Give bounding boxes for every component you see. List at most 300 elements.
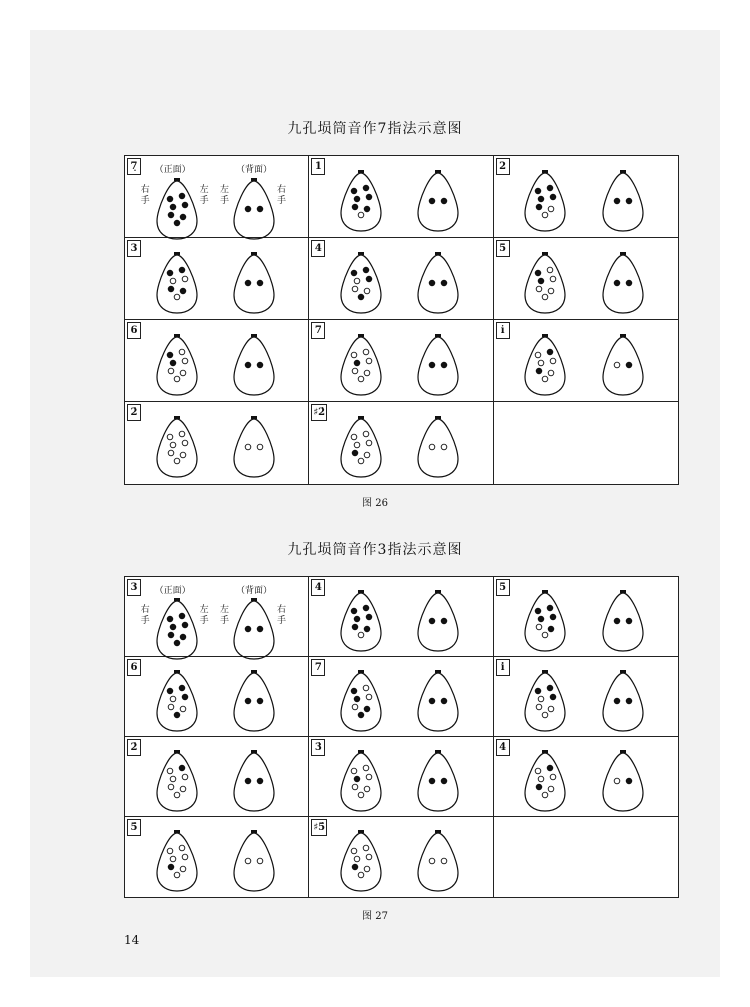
note-label: 4 [311,579,325,596]
ocarina-body-outline [157,601,197,659]
open-hole-icon [182,358,188,364]
ocarina-front-diagram [339,829,383,893]
open-hole-icon [364,786,370,792]
right-hand-label-back: 右手 [277,185,287,206]
open-hole-icon [363,765,369,771]
open-hole-icon [550,358,556,364]
fingering-cell [494,238,678,320]
ocarina-mouthpiece [251,178,257,181]
ocarina-mouthpiece [435,830,441,833]
open-hole-icon [351,768,357,774]
note-label: 2̇ [127,404,141,421]
closed-hole-icon [168,864,174,870]
ocarina-mouthpiece [435,252,441,255]
open-hole-icon [170,442,176,448]
closed-hole-icon [364,206,370,212]
open-hole-icon [168,450,174,456]
closed-hole-icon [547,765,553,771]
open-hole-icon [548,206,554,212]
closed-hole-icon [430,698,436,704]
note-label: i̇ [496,322,510,339]
note-label: 5 [496,240,510,257]
fingering-cell [125,577,309,657]
open-hole-icon [168,704,174,710]
closed-hole-icon [179,267,185,273]
ocarina-mouthpiece [435,750,441,753]
ocarina-mouthpiece [542,170,548,173]
closed-hole-icon [167,688,173,694]
ocarina-front-diagram [523,669,567,733]
ocarina-back-diagram [416,749,460,813]
closed-hole-icon [626,618,632,624]
ocarina-back-diagram [601,251,645,315]
open-hole-icon [536,286,542,292]
ocarina-mouthpiece [620,252,626,255]
open-hole-icon [182,276,188,282]
closed-hole-icon [535,188,541,194]
open-hole-icon [363,685,369,691]
note-label: 2̇ [127,739,141,756]
ocarina-body-outline [234,601,274,659]
closed-hole-icon [538,196,544,202]
open-hole-icon [180,866,186,872]
closed-hole-icon [257,698,263,704]
open-hole-icon [542,294,548,300]
closed-hole-icon [257,626,263,632]
open-hole-icon [366,358,372,364]
ocarina-back-diagram [232,177,276,241]
closed-hole-icon [548,626,554,632]
ocarina-back-diagram [416,169,460,233]
note-label: 5 [496,579,510,596]
open-hole-icon [538,360,544,366]
closed-hole-icon [614,198,620,204]
ocarina-back-diagram [416,669,460,733]
open-hole-icon [442,858,448,864]
open-hole-icon [245,444,251,450]
open-hole-icon [550,276,556,282]
closed-hole-icon [245,778,251,784]
ocarina-front-diagram [339,333,383,397]
ocarina-mouthpiece [174,670,180,673]
fingering-cell [494,577,678,657]
closed-hole-icon [351,688,357,694]
ocarina-body-outline [418,173,458,231]
ocarina-mouthpiece [251,334,257,337]
closed-hole-icon [352,204,358,210]
closed-hole-icon [538,616,544,622]
ocarina-body-outline [525,255,565,313]
closed-hole-icon [626,698,632,704]
ocarina-body-outline [418,753,458,811]
ocarina-back-diagram [601,669,645,733]
right-hand-label-back: 右手 [277,605,287,626]
fingering-cell [125,737,309,817]
note-label: 2 [496,158,510,175]
ocarina-body-outline [341,593,381,651]
closed-hole-icon [174,640,180,646]
closed-hole-icon [354,776,360,782]
closed-hole-icon [257,362,263,368]
open-hole-icon [354,442,360,448]
closed-hole-icon [442,698,448,704]
ocarina-mouthpiece [620,670,626,673]
fingering-cell [125,156,309,238]
open-hole-icon [442,444,448,450]
open-hole-icon [352,784,358,790]
ocarina-body-outline [603,173,643,231]
note-label: 4̇ [496,739,510,756]
closed-hole-icon [364,626,370,632]
closed-hole-icon [547,349,553,355]
open-hole-icon [352,286,358,292]
open-hole-icon [257,858,263,864]
ocarina-back-diagram [416,589,460,653]
ocarina-mouthpiece [435,590,441,593]
open-hole-icon [174,872,180,878]
closed-hole-icon [366,614,372,620]
closed-hole-icon [168,212,174,218]
fingering-cell [309,320,493,402]
open-hole-icon [351,352,357,358]
fingering-cell [309,156,493,238]
closed-hole-icon [547,605,553,611]
closed-hole-icon [430,618,436,624]
ocarina-front-diagram [339,589,383,653]
closed-hole-icon [170,624,176,630]
open-hole-icon [167,434,173,440]
ocarina-body-outline [525,753,565,811]
open-hole-icon [179,431,185,437]
ocarina-body-outline [418,255,458,313]
fingering-cell [494,817,678,897]
ocarina-back-diagram [232,669,276,733]
open-hole-icon [542,712,548,718]
closed-hole-icon [167,270,173,276]
ocarina-front-diagram [155,333,199,397]
ocarina-body-outline [341,419,381,477]
closed-hole-icon [245,362,251,368]
ocarina-front-diagram [523,169,567,233]
open-hole-icon [168,784,174,790]
note-label: 5̇ [127,819,141,836]
closed-hole-icon [550,194,556,200]
fingering-cell [309,817,493,897]
open-hole-icon [536,704,542,710]
open-hole-icon [430,858,436,864]
closed-hole-icon [547,185,553,191]
open-hole-icon [358,376,364,382]
ocarina-back-diagram [232,597,276,661]
ocarina-body-outline [341,833,381,891]
closed-hole-icon [442,362,448,368]
ocarina-front-diagram [339,169,383,233]
left-hand-label-back: 左手 [220,185,230,206]
closed-hole-icon [363,185,369,191]
ocarina-mouthpiece [358,670,364,673]
ocarina-front-diagram [155,597,199,661]
open-hole-icon [352,368,358,374]
ocarina-mouthpiece [358,590,364,593]
ocarina-back-diagram [232,829,276,893]
right-hand-label: 右手 [140,605,150,626]
closed-hole-icon [179,193,185,199]
open-hole-icon [363,845,369,851]
ocarina-front-diagram [339,749,383,813]
open-hole-icon [179,349,185,355]
figure-26-caption: 图 26 [362,498,388,509]
closed-hole-icon [168,632,174,638]
ocarina-front-diagram [523,589,567,653]
ocarina-back-diagram [416,415,460,479]
open-hole-icon [363,431,369,437]
note-label: 3̇ [311,739,325,756]
figure-27-caption: 图 27 [362,911,388,922]
ocarina-back-diagram [601,749,645,813]
closed-hole-icon [614,698,620,704]
closed-hole-icon [257,778,263,784]
open-hole-icon [550,774,556,780]
ocarina-body-outline [525,337,565,395]
ocarina-mouthpiece [251,252,257,255]
note-label: 7̣ [127,158,141,175]
closed-hole-icon [180,214,186,220]
note-label: ♯5̇ [311,819,327,836]
open-hole-icon [167,848,173,854]
ocarina-body-outline [341,173,381,231]
ocarina-body-outline [418,337,458,395]
ocarina-mouthpiece [435,670,441,673]
note-label: 1 [311,158,325,175]
left-hand-label-back: 左手 [220,605,230,626]
closed-hole-icon [354,696,360,702]
left-hand-label: 左手 [199,185,209,206]
closed-hole-icon [442,280,448,286]
ocarina-body-outline [603,593,643,651]
open-hole-icon [174,458,180,464]
ocarina-body-outline [157,337,197,395]
fingering-cell [494,320,678,402]
ocarina-body-outline [341,673,381,731]
closed-hole-icon [167,616,173,622]
open-hole-icon [358,872,364,878]
open-hole-icon [542,792,548,798]
closed-hole-icon [167,352,173,358]
open-hole-icon [180,786,186,792]
closed-hole-icon [364,706,370,712]
fingering-cell [309,238,493,320]
fingering-cell [125,817,309,897]
ocarina-back-diagram [601,589,645,653]
open-hole-icon [170,696,176,702]
ocarina-body-outline [157,753,197,811]
closed-hole-icon [167,196,173,202]
closed-hole-icon [363,605,369,611]
closed-hole-icon [535,608,541,614]
ocarina-body-outline [234,337,274,395]
ocarina-mouthpiece [174,750,180,753]
fingering-cell [494,156,678,238]
open-hole-icon [179,845,185,851]
note-label: 7 [311,659,325,676]
ocarina-body-outline [418,593,458,651]
closed-hole-icon [358,294,364,300]
closed-hole-icon [430,198,436,204]
ocarina-front-diagram [155,749,199,813]
ocarina-back-diagram [232,415,276,479]
open-hole-icon [351,434,357,440]
closed-hole-icon [245,626,251,632]
closed-hole-icon [351,188,357,194]
ocarina-back-diagram [416,251,460,315]
closed-hole-icon [354,196,360,202]
figure-26-fingering-grid [124,155,679,485]
closed-hole-icon [536,784,542,790]
open-hole-icon [542,376,548,382]
closed-hole-icon [179,765,185,771]
open-hole-icon [168,368,174,374]
open-hole-icon [174,376,180,382]
open-hole-icon [354,278,360,284]
right-hand-label: 右手 [140,185,150,206]
open-hole-icon [542,632,548,638]
open-hole-icon [174,792,180,798]
back-view-label: （背面） [236,165,273,175]
figure-26-title: 九孔埙筒音作7指法示意图 [287,121,463,137]
ocarina-body-outline [234,833,274,891]
closed-hole-icon [536,204,542,210]
ocarina-front-diagram [155,177,199,241]
open-hole-icon [257,444,263,450]
open-hole-icon [358,632,364,638]
ocarina-front-diagram [155,669,199,733]
closed-hole-icon [180,634,186,640]
closed-hole-icon [430,362,436,368]
open-hole-icon [167,768,173,774]
open-hole-icon [614,778,620,784]
left-hand-label: 左手 [199,605,209,626]
open-hole-icon [366,774,372,780]
closed-hole-icon [442,198,448,204]
fingering-cell [125,320,309,402]
closed-hole-icon [366,276,372,282]
open-hole-icon [358,792,364,798]
closed-hole-icon [245,280,251,286]
fingering-cell [125,657,309,737]
ocarina-mouthpiece [542,670,548,673]
open-hole-icon [180,452,186,458]
open-hole-icon [548,370,554,376]
ocarina-front-diagram [523,251,567,315]
open-hole-icon [548,706,554,712]
ocarina-body-outline [418,833,458,891]
open-hole-icon [538,696,544,702]
ocarina-mouthpiece [542,590,548,593]
open-hole-icon [351,848,357,854]
closed-hole-icon [354,360,360,366]
ocarina-front-diagram [339,669,383,733]
ocarina-mouthpiece [358,334,364,337]
open-hole-icon [180,706,186,712]
ocarina-mouthpiece [251,830,257,833]
fingering-cell [125,402,309,484]
ocarina-body-outline [234,753,274,811]
closed-hole-icon [626,362,632,368]
ocarina-front-diagram [339,415,383,479]
ocarina-back-diagram [232,333,276,397]
ocarina-body-outline [418,419,458,477]
closed-hole-icon [182,202,188,208]
figure-27-fingering-grid [124,576,679,898]
ocarina-back-diagram [232,749,276,813]
fingering-cell [309,657,493,737]
ocarina-body-outline [157,255,197,313]
ocarina-body-outline [603,673,643,731]
ocarina-mouthpiece [542,252,548,255]
ocarina-body-outline [341,753,381,811]
closed-hole-icon [170,360,176,366]
open-hole-icon [364,452,370,458]
open-hole-icon [548,288,554,294]
open-hole-icon [614,362,620,368]
ocarina-body-outline [157,673,197,731]
ocarina-mouthpiece [358,830,364,833]
note-label: 3 [127,240,141,257]
ocarina-mouthpiece [358,252,364,255]
open-hole-icon [170,278,176,284]
ocarina-mouthpiece [435,416,441,419]
open-hole-icon [364,288,370,294]
ocarina-front-diagram [155,829,199,893]
ocarina-mouthpiece [358,416,364,419]
page-number: 14 [124,933,140,947]
ocarina-body-outline [234,419,274,477]
closed-hole-icon [351,270,357,276]
fingering-cell [125,238,309,320]
ocarina-mouthpiece [174,830,180,833]
open-hole-icon [170,856,176,862]
closed-hole-icon [430,280,436,286]
closed-hole-icon [547,685,553,691]
closed-hole-icon [352,450,358,456]
ocarina-back-diagram [232,251,276,315]
ocarina-front-diagram [155,415,199,479]
closed-hole-icon [168,286,174,292]
ocarina-front-diagram [523,749,567,813]
fingering-cell [494,657,678,737]
open-hole-icon [548,786,554,792]
closed-hole-icon [538,278,544,284]
open-hole-icon [542,212,548,218]
figure-27-title: 九孔埙筒音作3指法示意图 [287,542,463,558]
note-label: 6 [127,659,141,676]
ocarina-body-outline [157,833,197,891]
open-hole-icon [366,854,372,860]
ocarina-mouthpiece [620,750,626,753]
closed-hole-icon [614,618,620,624]
ocarina-back-diagram [416,333,460,397]
ocarina-mouthpiece [542,750,548,753]
open-hole-icon [182,440,188,446]
back-view-label: （背面） [236,586,273,596]
closed-hole-icon [626,280,632,286]
front-view-label: （正面） [154,586,191,596]
closed-hole-icon [366,194,372,200]
ocarina-mouthpiece [174,252,180,255]
ocarina-body-outline [234,255,274,313]
closed-hole-icon [174,220,180,226]
open-hole-icon [182,774,188,780]
